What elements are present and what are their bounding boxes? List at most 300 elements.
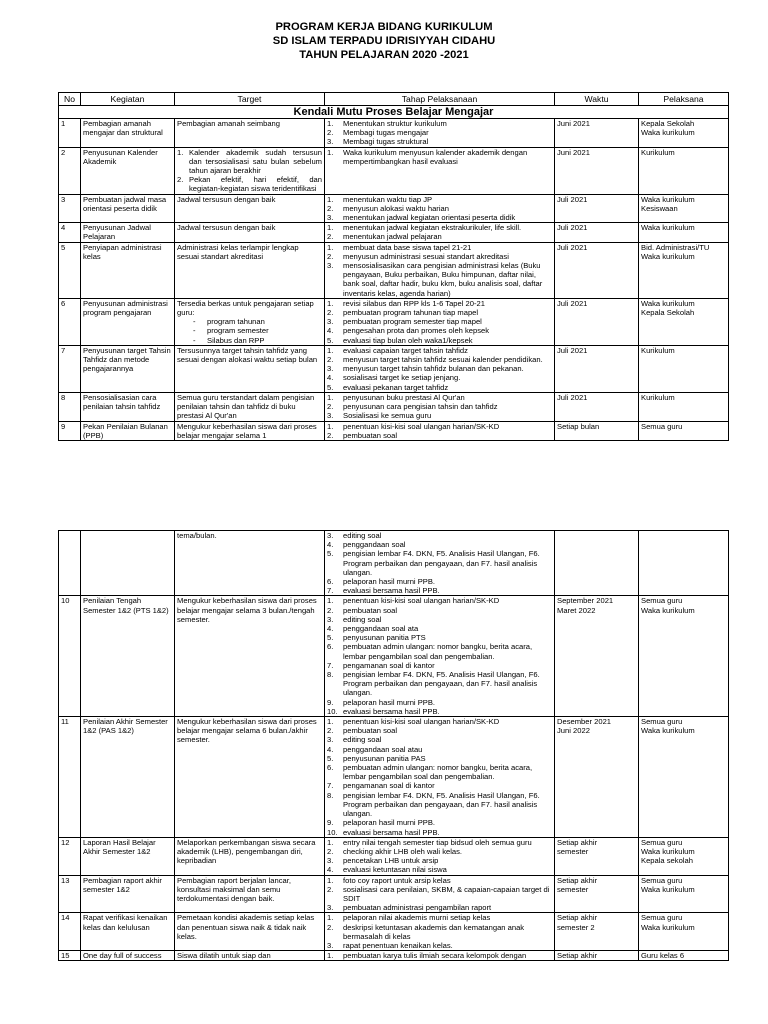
waktu-line: Setiap bulan [557, 421, 600, 431]
target-sub-item: - Silabus dan RPP [193, 336, 322, 345]
tahap-step-number: 5. [327, 335, 334, 345]
title-line-1: PROGRAM KERJA BIDANG KURIKULUM [275, 21, 493, 33]
tahap-step-text: pembuatan program tahunan tiap mapel [343, 308, 479, 318]
title-line-2: SD ISLAM TERPADU IDRISIYYAH CIDAHU [272, 35, 496, 47]
tahap-step-text: pembuatan admin ulangan: nomor bangku, berita acara, lembar pengambilan soal dan pengembalian. [343, 642, 533, 661]
tahap-step-number: 2. [327, 846, 334, 856]
cell-kegiatan: Rapat verifikasi kenaikan kelas dan kelulusan [81, 913, 175, 951]
tahap-list [327, 951, 552, 960]
tahap-step [327, 431, 552, 440]
tahap-step-text: evaluasi pekanan target tahfidz [343, 382, 449, 392]
cell-no: 11 [59, 717, 81, 838]
section-title: Kendali Mutu Proses Belajar Mengajar [59, 106, 729, 119]
tahap-step-text: menentukan waktu tiap JP [343, 194, 433, 204]
tahap-step-number: 3. [327, 137, 334, 147]
cell-kegiatan: Pembagian amanah mengajar dan struktural [81, 119, 175, 148]
pelaksana-line: Kepala sekolah [641, 856, 693, 866]
table-row [59, 242, 729, 298]
tahap-step-number: 7. [327, 586, 334, 596]
tahap-step-number: 4. [327, 540, 334, 550]
pelaksana-line: Waka kurikulum [641, 922, 695, 932]
tahap-step-number: 1. [327, 596, 334, 606]
tahap-list [327, 346, 552, 392]
tahap-step-text: evaluasi tiap bulan oleh waka1/kepsek [343, 335, 473, 345]
tahap-step [327, 383, 552, 392]
tahap-step-number: 1. [327, 717, 334, 727]
target-list-text: Pekan efektif, hari efektif, dan kegiatan-kegiatan siswa teridentifikasi [189, 175, 322, 194]
cell-waktu [555, 345, 639, 392]
tahap-step [327, 726, 552, 735]
tahap-step [327, 828, 552, 837]
cell-kegiatan: One day full of success [81, 951, 175, 961]
table-row [59, 298, 729, 345]
target-text: Pembagian raport berjalan lancar, konsultasi maksimal dan semu terdokumentasi dengan baik. [177, 875, 291, 903]
tahap-step-number: 4. [327, 373, 334, 383]
tahap-step-number: 4. [327, 326, 334, 336]
cell-pelaksana [639, 837, 729, 875]
cell-target [175, 421, 325, 440]
tahap-step [327, 624, 552, 633]
tahap-step-number: 2. [327, 922, 334, 932]
waktu-line: Setiap akhir [557, 875, 598, 885]
tahap-step-text: entry nilai tengah semester tiap bidsud oleh semua guru [343, 837, 532, 847]
tahap-step-number: 2. [327, 884, 334, 894]
tahap-list [327, 299, 552, 345]
tahap-step-number: 7. [327, 781, 334, 791]
tahap-step [327, 633, 552, 642]
tahap-step-text: menyusun administrasi sesuai standart akreditasi [343, 251, 509, 261]
pelaksana-line: Waka kurikulum [641, 194, 695, 204]
tahap-step-number: 5. [327, 382, 334, 392]
tahap-step-number: 2. [327, 251, 334, 261]
cell-tahap [325, 298, 555, 345]
tahap-step [327, 586, 552, 595]
tahap-step-text: editing soal [343, 531, 382, 540]
tahap-step-number: 7. [327, 660, 334, 670]
cell-tahap [325, 421, 555, 440]
table-row [59, 913, 729, 951]
tahap-step-text: pembuatan admin ulangan: nomor bangku, berita acara, lembar pengambilan soal dan pengembalian. [343, 763, 533, 782]
tahap-step [327, 791, 552, 819]
tahap-step [327, 119, 552, 128]
tahap-step [327, 818, 552, 827]
cell-kegiatan: Pekan Penilaian Bulanan (PPB) [81, 421, 175, 440]
target-text: Administrasi kelas terlampir lengkap sesuai standart akreditasi [177, 242, 299, 261]
tahap-step-number: 1. [327, 392, 334, 402]
tahap-step-text: menentukan jadwal kegiatan ekstrakurikuler, life skill. [343, 223, 522, 233]
tahap-step [327, 754, 552, 763]
target-text: Pembagian amanah seimbang [177, 119, 281, 128]
tahap-step-number: 2. [327, 308, 334, 318]
pelaksana-line: Kurikulum [641, 345, 675, 355]
table-row [59, 147, 729, 194]
tahap-step [327, 661, 552, 670]
header-target: Target [175, 93, 325, 106]
pelaksana-line: Semua guru [641, 421, 683, 431]
tahap-step-number: 5. [327, 633, 334, 643]
tahap-step-text: Membagi tugas struktural [343, 137, 429, 147]
cell-kegiatan: Pembagian raport akhir semester 1&2 [81, 875, 175, 913]
tahap-list [327, 876, 552, 913]
target-list-text: Kalender akademik sudah tersusun dan tersosialisasi satu bulan sebelum tahun ajaran berakhir [189, 147, 322, 176]
tahap-step-text: pembuatan soal [343, 726, 398, 736]
pelaksana-line: Semua guru [641, 717, 683, 727]
pelaksana-line: Kesiswaan [641, 203, 678, 213]
tahap-step-number: 10. [327, 706, 338, 716]
tahap-step-number: 10. [327, 827, 338, 837]
cell-target [175, 242, 325, 298]
tahap-step [327, 781, 552, 790]
target-text: Semua guru terstandart dalam pengisian penilaian tahsin dan tahfidz di buku prestasi Al Qur'an [177, 392, 315, 421]
cell-pelaksana [639, 392, 729, 421]
cell-waktu [555, 596, 639, 717]
header-no: No [59, 93, 81, 106]
target-text: Mengukur keberhasilan siswa dari proses belajar mengajar selama 1 [177, 421, 317, 440]
tahap-step [327, 393, 552, 402]
tahap-step [327, 941, 552, 950]
tahap-step-number: 4. [327, 744, 334, 754]
tahap-list [327, 913, 552, 950]
tahap-step [327, 606, 552, 615]
table-row [59, 119, 729, 148]
cell-waktu [555, 298, 639, 345]
tahap-step-text: pembuatan program semester tiap mapel [343, 317, 482, 327]
pelaksana-line: Bid. Administrasi/TU [641, 242, 710, 252]
waktu-line: semester 2 [557, 922, 595, 932]
tahap-step-text: pengisian lembar F4. DKN, F5. Analisis Hasil Ulangan, F6. Program perbaikan dan pengayaan, dan F7. hasil analisis ulangan. [343, 670, 540, 698]
header-pelaksana: Pelaksana [639, 93, 729, 106]
pelaksana-line: Semua guru [641, 875, 683, 885]
tahap-step [327, 261, 552, 298]
target-text: Melaporkan perkembangan siswa secara akademik (LHB), pengembangan diri, kepribadian [177, 837, 316, 866]
pelaksana-line: Semua guru [641, 596, 683, 606]
cell-target [175, 147, 325, 194]
tahap-step-text: pengesahan prota dan promes oleh kepsek [343, 326, 490, 336]
cell-pelaksana [639, 298, 729, 345]
tahap-step-text: penentuan kisi-kisi soal ulangan harian/SK-KD [343, 717, 500, 727]
cell-waktu [555, 717, 639, 838]
cell-no: 15 [59, 951, 81, 961]
title-line-3: TAHUN PELAJARAN 2020 -2021 [299, 49, 469, 61]
tahap-step [327, 847, 552, 856]
waktu-line: Juli 2021 [557, 223, 588, 233]
target-text: Tersusunnya target tahsin tahfidz yang sesuai dengan alokasi waktu setiap bulan [177, 345, 318, 365]
table-row [59, 392, 729, 421]
tahap-step-number: 1. [327, 421, 334, 431]
tahap-step [327, 717, 552, 726]
cell-pelaksana [639, 223, 729, 242]
cell-no: 4 [59, 223, 81, 242]
waktu-line: September 2021 [557, 596, 614, 606]
tahap-step-number: 1. [327, 298, 334, 308]
tahap-list [327, 223, 552, 241]
cell-no: 14 [59, 913, 81, 951]
tahap-step-text: menyusun target tahsin tahfidz sesuai kalender pendidikan. [343, 355, 543, 365]
tahap-step-text: pembuatan administrasi pengambilan raport [343, 903, 492, 913]
cell-kegiatan: Penyusunan Jadwal Pelajaran [81, 223, 175, 242]
cell-waktu [555, 913, 639, 951]
tahap-step-text: menentukan jadwal pelajaran [343, 232, 442, 242]
tahap-step [327, 540, 552, 549]
cell-pelaksana [639, 531, 729, 596]
target-text: Tersedia berkas untuk pengajaran setiap guru: [177, 298, 314, 318]
tahap-step [327, 336, 552, 345]
cell-target [175, 194, 325, 223]
pelaksana-line: Kurikulum [641, 392, 675, 402]
tahap-step-text: pengisian lembar F4. DKN, F5. Analisis Hasil Ulangan, F6. Program perbaikan dan pengayaan, dan F7. hasil analisis ulangan. [343, 790, 540, 819]
tahap-step-number: 1. [327, 147, 334, 157]
target-text: Siswa dilatih untuk siap dan [177, 951, 271, 961]
tahap-step [327, 128, 552, 137]
tahap-step-text: editing soal [343, 614, 382, 624]
tahap-list [327, 148, 552, 166]
cell-no: 9 [59, 421, 81, 440]
tahap-step [327, 346, 552, 355]
tahap-step-text: checking akhir LHB oleh wali kelas. [343, 846, 463, 856]
tahap-step-number: 3. [327, 261, 334, 271]
cell-pelaksana [639, 596, 729, 717]
tahap-step [327, 923, 552, 941]
tahap-list [327, 717, 552, 837]
cell-target [175, 596, 325, 717]
tahap-step-text: revisi silabus dan RPP kls 1-6 Tapel 20-21 [343, 298, 485, 308]
table-row [59, 596, 729, 717]
tahap-list [327, 195, 552, 223]
tahap-step-text: evaluasi capaian target tahsin tahfidz [343, 345, 468, 355]
tahap-step-text: evaluasi ketuntasan nilai siswa [343, 865, 447, 875]
cell-tahap [325, 875, 555, 913]
tahap-step-text: penggandaan soal [343, 540, 406, 550]
table-row [59, 345, 729, 392]
target-list-number: 2. [177, 175, 184, 185]
tahap-step-text: editing soal [343, 735, 382, 745]
tahap-step-number: 5. [327, 549, 334, 559]
cell-target [175, 392, 325, 421]
pelaksana-line: Waka kurikulum [641, 298, 695, 308]
tahap-step-number: 6. [327, 763, 334, 773]
tahap-step-text: penyusunan panitia PAS [343, 753, 426, 763]
tahap-step [327, 670, 552, 698]
tahap-step-number: 1. [327, 875, 334, 885]
cell-tahap [325, 951, 555, 961]
tahap-step-text: sosialisasi target ke setiap jenjang. [343, 373, 461, 383]
tahap-step-number: 2. [327, 605, 334, 615]
table-row [59, 717, 729, 838]
waktu-line: Juni 2021 [557, 147, 590, 157]
pelaksana-line: Kepala Sekolah [641, 119, 695, 128]
pelaksana-line: Semua guru [641, 913, 683, 923]
target-text: Pemetaan kondisi akademis setiap kelas dan penentuan siswa naik & tidak naik kelas. [177, 913, 315, 941]
cell-kegiatan: Penyusunan Kalender Akademik [81, 147, 175, 194]
cell-pelaksana [639, 147, 729, 194]
waktu-line: Juli 2021 [557, 345, 588, 355]
cell-waktu [555, 531, 639, 596]
cell-no: 10 [59, 596, 81, 717]
tahap-step [327, 876, 552, 885]
tahap-step [327, 698, 552, 707]
tahap-step-number: 2. [327, 128, 334, 138]
tahap-step [327, 615, 552, 624]
document-title [0, 20, 768, 62]
tahap-step-number: 2. [327, 402, 334, 412]
cell-tahap [325, 119, 555, 148]
cell-no: 3 [59, 194, 81, 223]
cell-waktu [555, 223, 639, 242]
tahap-step-number: 2. [327, 232, 334, 242]
cell-no: 1 [59, 119, 81, 148]
waktu-line: Juli 2021 [557, 194, 588, 204]
tahap-step-text: penyusunan buku prestasi Al Qur'an [343, 392, 465, 402]
table-row [59, 951, 729, 961]
tahap-step [327, 411, 552, 420]
target-text: Mengukur keberhasilan siswa dari proses belajar mengajar selama 6 bulan./akhir semester. [177, 717, 317, 745]
target-text: Mengukur keberhasilan siswa dari proses belajar mengajar selama 3 bulan./tengah semester. [177, 596, 317, 624]
tahap-step-number: 1. [327, 951, 334, 961]
cell-no: 7 [59, 345, 81, 392]
waktu-line: semester [557, 884, 589, 894]
tahap-step-number: 9. [327, 818, 334, 828]
tahap-step [327, 549, 552, 577]
tahap-step [327, 856, 552, 865]
table-row [59, 223, 729, 242]
pelaksana-line: Semua guru [641, 837, 683, 847]
cell-no [59, 531, 81, 596]
tahap-step [327, 903, 552, 912]
cell-no: 8 [59, 392, 81, 421]
tahap-step [327, 243, 552, 252]
program-table-page-1 [58, 92, 729, 441]
tahap-step-number: 3. [327, 856, 334, 866]
cell-kegiatan: Pembuatan jadwal masa orientasi peserta didik [81, 194, 175, 223]
tahap-step [327, 204, 552, 213]
tahap-step-number: 3. [327, 317, 334, 327]
program-table-page-2 [58, 530, 729, 961]
tahap-step-number: 2. [327, 726, 334, 736]
tahap-step-number: 2. [327, 203, 334, 213]
tahap-step-text: pengamanan soal di kantor [343, 781, 435, 791]
cell-pelaksana [639, 717, 729, 838]
tahap-step [327, 326, 552, 335]
cell-target [175, 717, 325, 838]
cell-waktu [555, 147, 639, 194]
tahap-list [327, 119, 552, 147]
tahap-step-text: Membagi tugas mengajar [343, 128, 429, 138]
pelaksana-line: Waka kurikulum [641, 605, 695, 615]
tahap-step-number: 6. [327, 642, 334, 652]
tahap-step [327, 422, 552, 431]
tahap-list [327, 243, 552, 298]
tahap-step [327, 577, 552, 586]
target-list-item [177, 175, 322, 193]
tahap-step [327, 137, 552, 146]
tahap-step [327, 642, 552, 660]
table-header-row [59, 93, 729, 106]
tahap-step-number: 1. [327, 119, 334, 128]
tahap-step-text: Menentukan struktur kurikulum [343, 119, 447, 128]
tahap-step-text: Waka kurikulum menyusun kalender akademik dengan mempertimbangkan hasil evaluasi [343, 147, 528, 166]
tahap-step [327, 707, 552, 716]
tahap-step-text: pengamanan soal di kantor [343, 660, 435, 670]
header-kegiatan: Kegiatan [81, 93, 175, 106]
tahap-step-text: penentuan kisi-kisi soal ulangan harian/SK-KD [343, 421, 500, 431]
waktu-line: Juni 2021 [557, 119, 590, 128]
tahap-step-text: penyusunan cara pengisian tahsin dan tahfidz [343, 402, 498, 412]
tahap-step-number: 3. [327, 940, 334, 950]
table-row [59, 837, 729, 875]
cell-tahap [325, 596, 555, 717]
cell-tahap [325, 242, 555, 298]
tahap-step [327, 317, 552, 326]
tahap-step-text: pelaporan hasil murni PPB. [343, 818, 436, 828]
tahap-step-text: pelaporan hasil murni PPB. [343, 577, 436, 587]
tahap-step-text: membuat data base siswa tapel 21-21 [343, 242, 472, 252]
pelaksana-line: Waka kurikulum [641, 726, 695, 736]
tahap-step-number: 2. [327, 355, 334, 365]
tahap-step [327, 299, 552, 308]
cell-pelaksana [639, 913, 729, 951]
tahap-step-text: foto coy raport untuk arsip kelas [343, 875, 451, 885]
tahap-step-text: menentukan jadwal kegiatan orientasi peserta didik [343, 213, 516, 223]
tahap-step [327, 364, 552, 373]
header-tahap: Tahap Pelaksanaan [325, 93, 555, 106]
cell-tahap [325, 913, 555, 951]
tahap-step [327, 252, 552, 261]
cell-tahap [325, 837, 555, 875]
tahap-step [327, 951, 552, 960]
tahap-step-number: 4. [327, 865, 334, 875]
tahap-step [327, 195, 552, 204]
tahap-step-text: penggandaan soal ata [343, 624, 419, 634]
cell-target [175, 837, 325, 875]
cell-waktu [555, 421, 639, 440]
cell-target [175, 223, 325, 242]
waktu-line: Juli 2021 [557, 242, 588, 252]
cell-kegiatan: Laporan Hasil Belajar Akhir Semester 1&2 [81, 837, 175, 875]
cell-target [175, 875, 325, 913]
cell-kegiatan: Penyiapan administrasi kelas [81, 242, 175, 298]
cell-no: 13 [59, 875, 81, 913]
tahap-step [327, 213, 552, 222]
cell-waktu [555, 875, 639, 913]
cell-waktu [555, 951, 639, 961]
tahap-list [327, 422, 552, 440]
tahap-step-number: 1. [327, 194, 334, 204]
tahap-step-text: penggandaan soal atau [343, 744, 423, 754]
cell-kegiatan: Penilaian Akhir Semester 1&2 (PAS 1&2) [81, 717, 175, 838]
tahap-step-text: pembuatan soal [343, 605, 398, 615]
tahap-list [327, 393, 552, 421]
target-sub-item: - program semester [193, 326, 322, 335]
cell-pelaksana [639, 119, 729, 148]
tahap-step-text: rapat penentuan kenaikan kelas. [343, 940, 453, 950]
cell-waktu [555, 119, 639, 148]
tahap-step-text: pencetakan LHB untuk arsip [343, 856, 439, 866]
pelaksana-line: Kepala Sekolah [641, 308, 695, 318]
tahap-step-number: 4. [327, 624, 334, 634]
tahap-step-text: menyusun target tahsin tahfidz bulanan dan pekanan. [343, 364, 524, 374]
cell-target [175, 345, 325, 392]
waktu-line: semester [557, 846, 589, 856]
tahap-step [327, 531, 552, 540]
table-row [59, 875, 729, 913]
tahap-step [327, 148, 552, 166]
tahap-step-number: 5. [327, 753, 334, 763]
tahap-step-number: 9. [327, 697, 334, 707]
cell-kegiatan: Penilaian Tengah Semester 1&2 (PTS 1&2) [81, 596, 175, 717]
tahap-step [327, 373, 552, 382]
tahap-list [327, 531, 552, 595]
tahap-step [327, 232, 552, 241]
